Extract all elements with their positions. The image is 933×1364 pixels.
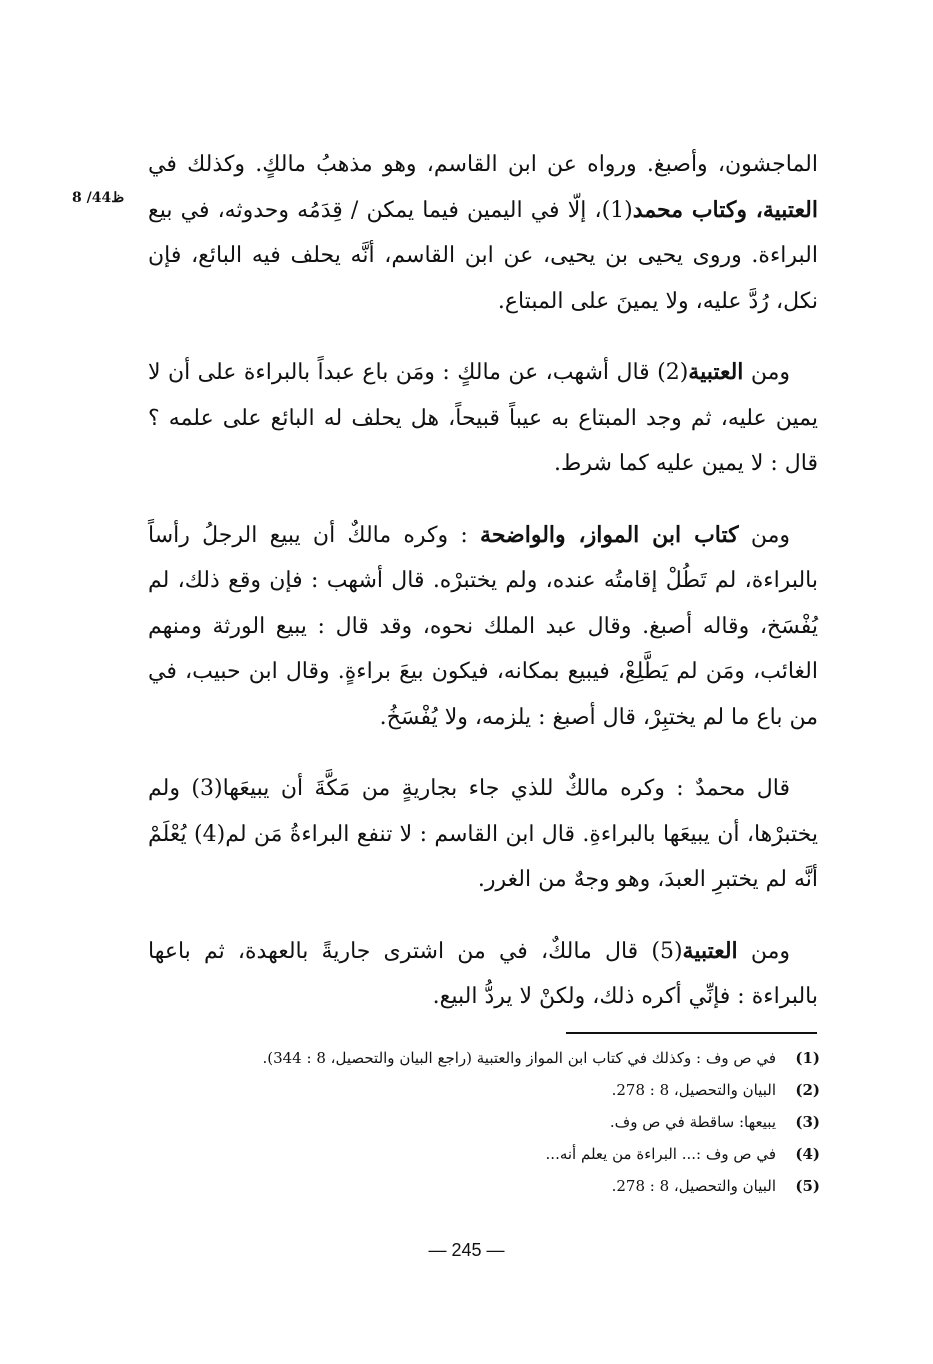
paragraph-2 — [148, 350, 818, 487]
paragraph-3-source-bold: كتاب ابن المواز، والواضحة — [480, 521, 739, 548]
paragraph-2-text-a: ومن — [743, 360, 791, 385]
footnote-item — [170, 1138, 820, 1170]
paragraph-1-text-a: الماجشون، وأصبغ. ورواه عن ابن القاسم، وهو مذهبُ مالكٍ. وكذلك في — [148, 152, 818, 177]
footnote-text: يبيعها: ساقطة في ص وف. — [609, 1113, 776, 1131]
footnote-text: في ص وف : وكذلك في كتاب ابن المواز والعتبية (راجع البيان والتحصيل، 8 : 344). — [262, 1049, 776, 1067]
paragraph-5-text-b: (5) قال مالكٌ، في من اشترى جاريةً بالعهدة، ثم باعها بالبراءة : فإنِّي أكره ذلك، ولكنْ لا يردُّ البيع. — [148, 938, 818, 1009]
footnote-text: البيان والتحصيل، 8 : 278. — [611, 1081, 776, 1099]
footnote-text: في ص وف :... البراءة من يعلم أنه... — [545, 1145, 776, 1163]
paragraph-1-text-b: (1)، إلّا في اليمين فيما يمكن / قِدَمُه وحدوثه، في بيع البراءة. وروى يحيى بن يحيى، عن ابن القاسم، أنَّه يحلف فيه البائع، فإن نكل، رُدَّ عليه، ولا يمينَ على المبتاع. — [148, 197, 818, 314]
paragraph-1-source-bold: العتبية، وكتاب محمد — [632, 196, 818, 223]
body-text — [148, 142, 818, 1046]
paragraph-3 — [148, 513, 818, 741]
footnote-number: (2) — [795, 1081, 820, 1099]
footnote-item — [170, 1074, 820, 1106]
page-number: — 245 — — [428, 1240, 505, 1260]
footnote-text: البيان والتحصيل، 8 : 278. — [611, 1177, 776, 1195]
paragraph-5 — [148, 929, 818, 1020]
footnote-number: (5) — [795, 1177, 820, 1195]
footnote-item — [170, 1042, 820, 1074]
paragraph-5-text-a: ومن — [737, 938, 790, 964]
paragraph-3-text-a: ومن — [738, 522, 791, 548]
paragraph-4-text-a: قال محمدٌ : وكره مالكٌ للذي جاء بجاريةٍ من مَكَّةَ أن يبيعَها(3) ولم يختبرْها، أن يبيعَها بالبراءةِ. قال ابن القاسم : لا تنفع البراءةُ مَن لم(4) يُعْلَمْ أنَّه لم يختبرِ العبدَ، وهو وجهٌ من الغرر. — [148, 776, 818, 892]
paragraph-2-text-b: (2) قال أشهب، عن مالكٍ : ومَن باع عبداً بالبراءة على أن لا يمين عليه، ثم وجد المبتاع به عيباً قبيحاً، هل يحلف له البائع على علمه ؟ قال : لا يمين عليه كما شرط. — [148, 360, 818, 476]
margin-reference: 8 /44ظ — [72, 190, 125, 206]
paragraph-1 — [148, 142, 818, 324]
footnotes — [170, 1042, 820, 1202]
paragraph-4 — [148, 766, 818, 903]
footnote-item — [170, 1106, 820, 1138]
footnote-number: (3) — [795, 1113, 820, 1131]
footnote-number: (1) — [795, 1049, 820, 1067]
footnote-divider — [566, 1032, 817, 1034]
footnote-item — [170, 1170, 820, 1202]
footnote-number: (4) — [795, 1145, 820, 1163]
paragraph-2-source-bold: العتبية — [688, 359, 744, 385]
paragraph-3-text-b: : وكره مالكٌ أن يبيع الرجلُ رأساً بالبراءة، لم تَطُلْ إقامتُه عنده، ولم يختبرْه. قال أشهب : فإن وقع ذلك، لم يُفْسَخ، وقاله أصبغ. وقال عبد الملك نحوه، وقد قال : يبيع الورثة ومنهم الغائب، ومَن لم يَطَّلِعْ، فيبيع بمكانه، فيكون بيعَ براءةٍ. وقال ابن حبيب، في من باع ما لم يختبِرْ، قال أصبغ : يلزمه، ولا يُفْسَخُ. — [148, 522, 818, 730]
paragraph-5-source-bold: العتبية — [682, 937, 738, 964]
